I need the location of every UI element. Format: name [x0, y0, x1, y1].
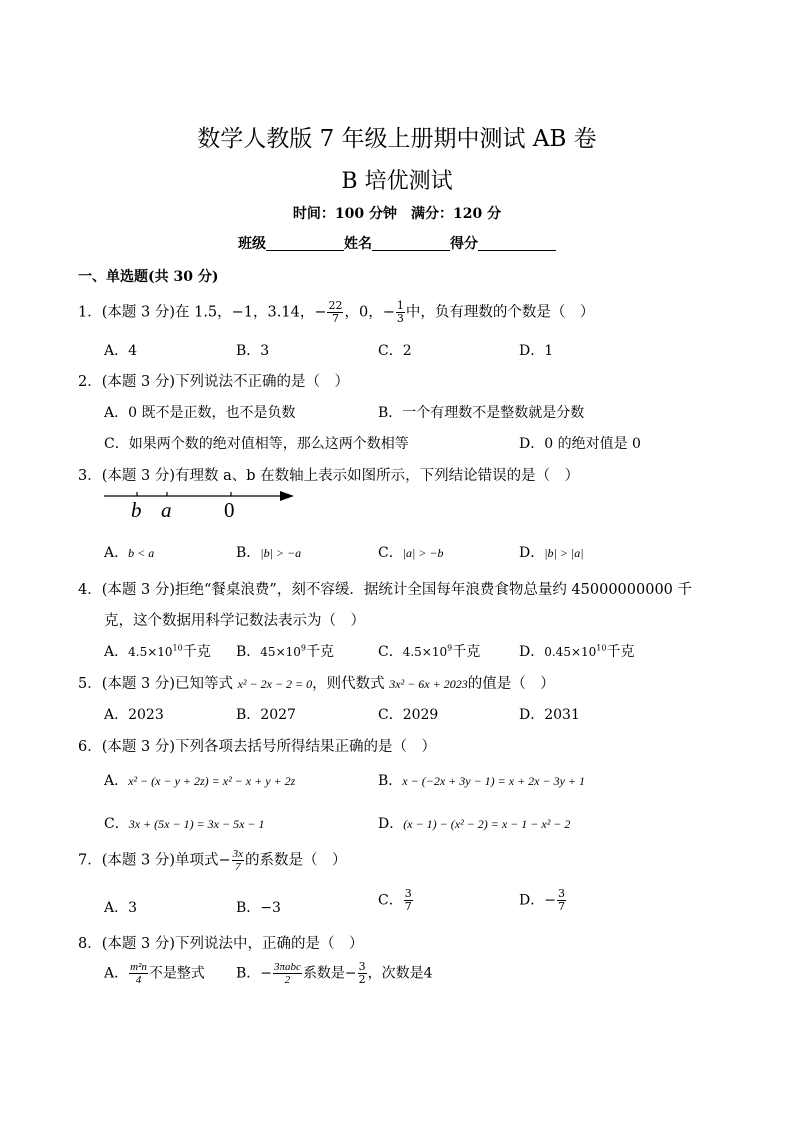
- option[interactable]: [378, 813, 570, 833]
- option-math: |b| > |a|: [544, 546, 584, 560]
- option[interactable]: B．2027: [236, 707, 296, 723]
- option[interactable]: A．3: [104, 900, 138, 916]
- fraction-numerator: 1: [396, 299, 404, 312]
- option[interactable]: [378, 888, 414, 913]
- option-exponent: 9: [447, 643, 453, 653]
- page-title: 数学人教版 7 年级上册期中测试 AB 卷: [197, 126, 597, 152]
- question-stem: (本题 3 分)拒绝“餐桌浪费”，刻不容缓．据统计全国每年浪费食物总量约 45000000000 千: [101, 582, 693, 598]
- option-math: x² − (x − y + 2z) = x² − x + y + 2z: [128, 774, 296, 788]
- option[interactable]: B．3: [236, 343, 270, 359]
- fraction: [273, 961, 302, 986]
- fraction: [396, 300, 405, 325]
- question-1: [78, 300, 594, 325]
- option-math: 0.45×10: [544, 645, 597, 659]
- fraction: [358, 961, 367, 986]
- option[interactable]: D．1: [519, 343, 554, 359]
- option[interactable]: [378, 641, 480, 661]
- fraction: [557, 888, 566, 913]
- question-8: [78, 932, 364, 953]
- fraction-numerator: 3πabc: [274, 961, 301, 973]
- question-stem: 的值是（ ）: [467, 676, 555, 692]
- option-text: ，次数是4: [367, 965, 433, 982]
- option[interactable]: B．−3: [236, 900, 281, 916]
- fraction-denominator: 2: [284, 974, 291, 986]
- question-6: [78, 735, 436, 756]
- fraction-denominator: 7: [404, 900, 412, 913]
- question-stem: (本题 3 分)已知等式: [101, 676, 238, 692]
- page-subtitle: B 培优测试: [341, 169, 453, 194]
- option-label: B．: [236, 545, 261, 561]
- question-math: 3x² − 6x + 2023: [389, 677, 468, 691]
- fraction: [327, 300, 343, 325]
- question-number: 2．: [78, 374, 102, 390]
- option-label: D．: [519, 545, 545, 561]
- option-unit: 千克: [182, 644, 211, 660]
- fraction: [404, 888, 413, 913]
- axis-label-a: a: [161, 498, 172, 522]
- exam-meta: 时间：100 分钟 满分：120 分: [292, 206, 502, 222]
- fraction-numerator: 3: [557, 887, 565, 900]
- fraction-denominator: 7: [557, 900, 565, 913]
- question-stem: (本题 3 分)下列各项去括号所得结果正确的是（ ）: [101, 739, 436, 755]
- option-math: |b| > −a: [260, 546, 302, 560]
- option-label: B．−: [236, 965, 273, 982]
- option-math: 45×10: [260, 645, 301, 659]
- option-label: A．: [104, 773, 129, 789]
- question-stem: (本题 3 分)有理数 a、b 在数轴上表示如图所示，下列结论错误的是（ ）: [101, 468, 580, 484]
- axis-label-b: b: [131, 498, 142, 522]
- option-text: 不是整式: [148, 965, 205, 982]
- option[interactable]: [236, 542, 301, 562]
- score-blank[interactable]: [478, 236, 556, 251]
- option-math: 4.5×10: [402, 645, 448, 659]
- option[interactable]: [104, 542, 154, 562]
- fraction-numerator: 3: [404, 887, 412, 900]
- fraction-numerator: m²n: [130, 961, 147, 973]
- fraction-numerator: 22: [328, 299, 343, 312]
- question-number: 4．: [78, 582, 102, 598]
- question-stem: ，0，−: [344, 304, 395, 321]
- option[interactable]: D．0 的绝对值是 0: [519, 436, 641, 452]
- question-2: [78, 370, 349, 391]
- question-4-line-2: 克，这个数据用科学记数法表示为（ ）: [104, 613, 365, 629]
- option[interactable]: [519, 888, 567, 913]
- option[interactable]: C．2029: [378, 707, 439, 723]
- fraction: [129, 961, 148, 986]
- option[interactable]: [519, 542, 584, 562]
- option-exponent: 9: [300, 643, 306, 653]
- question-stem: (本题 3 分)在 1.5，−1，3.14，−: [101, 304, 327, 321]
- question-math: x² − 2x − 2 = 0: [237, 677, 313, 691]
- fraction: [232, 848, 244, 873]
- section-heading: 一、单选题(共 30 分): [78, 269, 219, 285]
- question-number: 7．: [78, 852, 102, 869]
- option-text: 系数是−: [302, 965, 357, 982]
- option-label: A．: [104, 965, 129, 982]
- arrow-head: [280, 491, 294, 501]
- option-math: 4.5×10: [128, 645, 173, 659]
- question-stem: 中，负有理数的个数是（ ）: [405, 304, 595, 321]
- fraction-denominator: 7: [235, 861, 241, 873]
- option-exponent: 10: [172, 643, 183, 653]
- option-unit: 千克: [305, 644, 334, 660]
- fraction-denominator: 7: [331, 312, 339, 325]
- option-label: C．: [378, 545, 403, 561]
- option-label: C．: [378, 892, 403, 909]
- name-label: 姓名: [344, 236, 372, 252]
- option[interactable]: D．2031: [519, 707, 580, 723]
- option-label: D．: [519, 644, 545, 660]
- option[interactable]: [519, 641, 634, 661]
- option-label: C．: [378, 644, 403, 660]
- option-exponent: 10: [596, 643, 607, 653]
- name-blank[interactable]: [372, 236, 450, 251]
- option[interactable]: [236, 961, 433, 986]
- option-label: A．: [104, 545, 129, 561]
- option[interactable]: C．2: [378, 343, 412, 359]
- option-label: A．: [104, 644, 129, 660]
- option-label: D．−: [519, 892, 556, 909]
- option[interactable]: [104, 813, 265, 833]
- option[interactable]: C．如果两个数的绝对值相等，那么这两个数相等: [104, 436, 409, 452]
- question-stem: ，则代数式: [312, 676, 390, 692]
- question-5: [78, 672, 555, 693]
- option-math: (x − 1) − (x² − 2) = x − 1 − x² − 2: [403, 817, 571, 831]
- student-fields: [0, 233, 794, 253]
- class-label: 班级: [238, 236, 266, 252]
- option[interactable]: [104, 641, 211, 661]
- option[interactable]: A．0 既不是正数，也不是负数: [104, 405, 296, 421]
- option-math: b < a: [128, 546, 155, 560]
- axis-label-zero: 0: [224, 498, 235, 522]
- option-label: B．: [236, 644, 261, 660]
- option-label: D．: [378, 816, 404, 832]
- question-stem: (本题 3 分)下列说法不正确的是（ ）: [101, 374, 349, 390]
- question-number: 8．: [78, 936, 102, 952]
- option[interactable]: [236, 641, 334, 661]
- question-4: [78, 578, 692, 599]
- option-math: |a| > −b: [402, 546, 444, 560]
- question-number: 3．: [78, 468, 102, 484]
- option-unit: 千克: [452, 644, 481, 660]
- question-7: [78, 848, 347, 873]
- question-number: 1．: [78, 304, 102, 321]
- option-math: x − (−2x + 3y − 1) = x + 2x − 3y + 1: [402, 774, 586, 788]
- option-label: B．: [378, 773, 403, 789]
- option[interactable]: A．4: [104, 343, 138, 359]
- fraction-denominator: 3: [396, 312, 404, 325]
- option[interactable]: [104, 770, 295, 790]
- option[interactable]: B．一个有理数不是整数就是分数: [378, 405, 585, 421]
- fraction-denominator: 4: [135, 974, 142, 986]
- question-stem: (本题 3 分)下列说法中，正确的是（ ）: [101, 936, 364, 952]
- fraction-numerator: 3x: [232, 848, 244, 860]
- option-label: C．: [104, 816, 129, 832]
- question-3: [78, 464, 579, 485]
- class-blank[interactable]: [266, 236, 344, 251]
- question-stem: 的系数是（ ）: [245, 852, 347, 869]
- score-label: 得分: [450, 236, 478, 252]
- option-unit: 千克: [606, 644, 635, 660]
- option[interactable]: [104, 961, 205, 986]
- option[interactable]: [378, 770, 585, 790]
- option[interactable]: [378, 542, 444, 562]
- number-line-figure: [100, 486, 300, 524]
- fraction-numerator: 3: [358, 960, 366, 973]
- fraction-denominator: 2: [358, 973, 366, 986]
- option[interactable]: A．2023: [104, 707, 164, 723]
- question-number: 6．: [78, 739, 102, 755]
- question-stem: (本题 3 分)单项式−: [101, 852, 231, 869]
- question-number: 5．: [78, 676, 102, 692]
- option-math: 3x + (5x − 1) = 3x − 5x − 1: [128, 817, 265, 831]
